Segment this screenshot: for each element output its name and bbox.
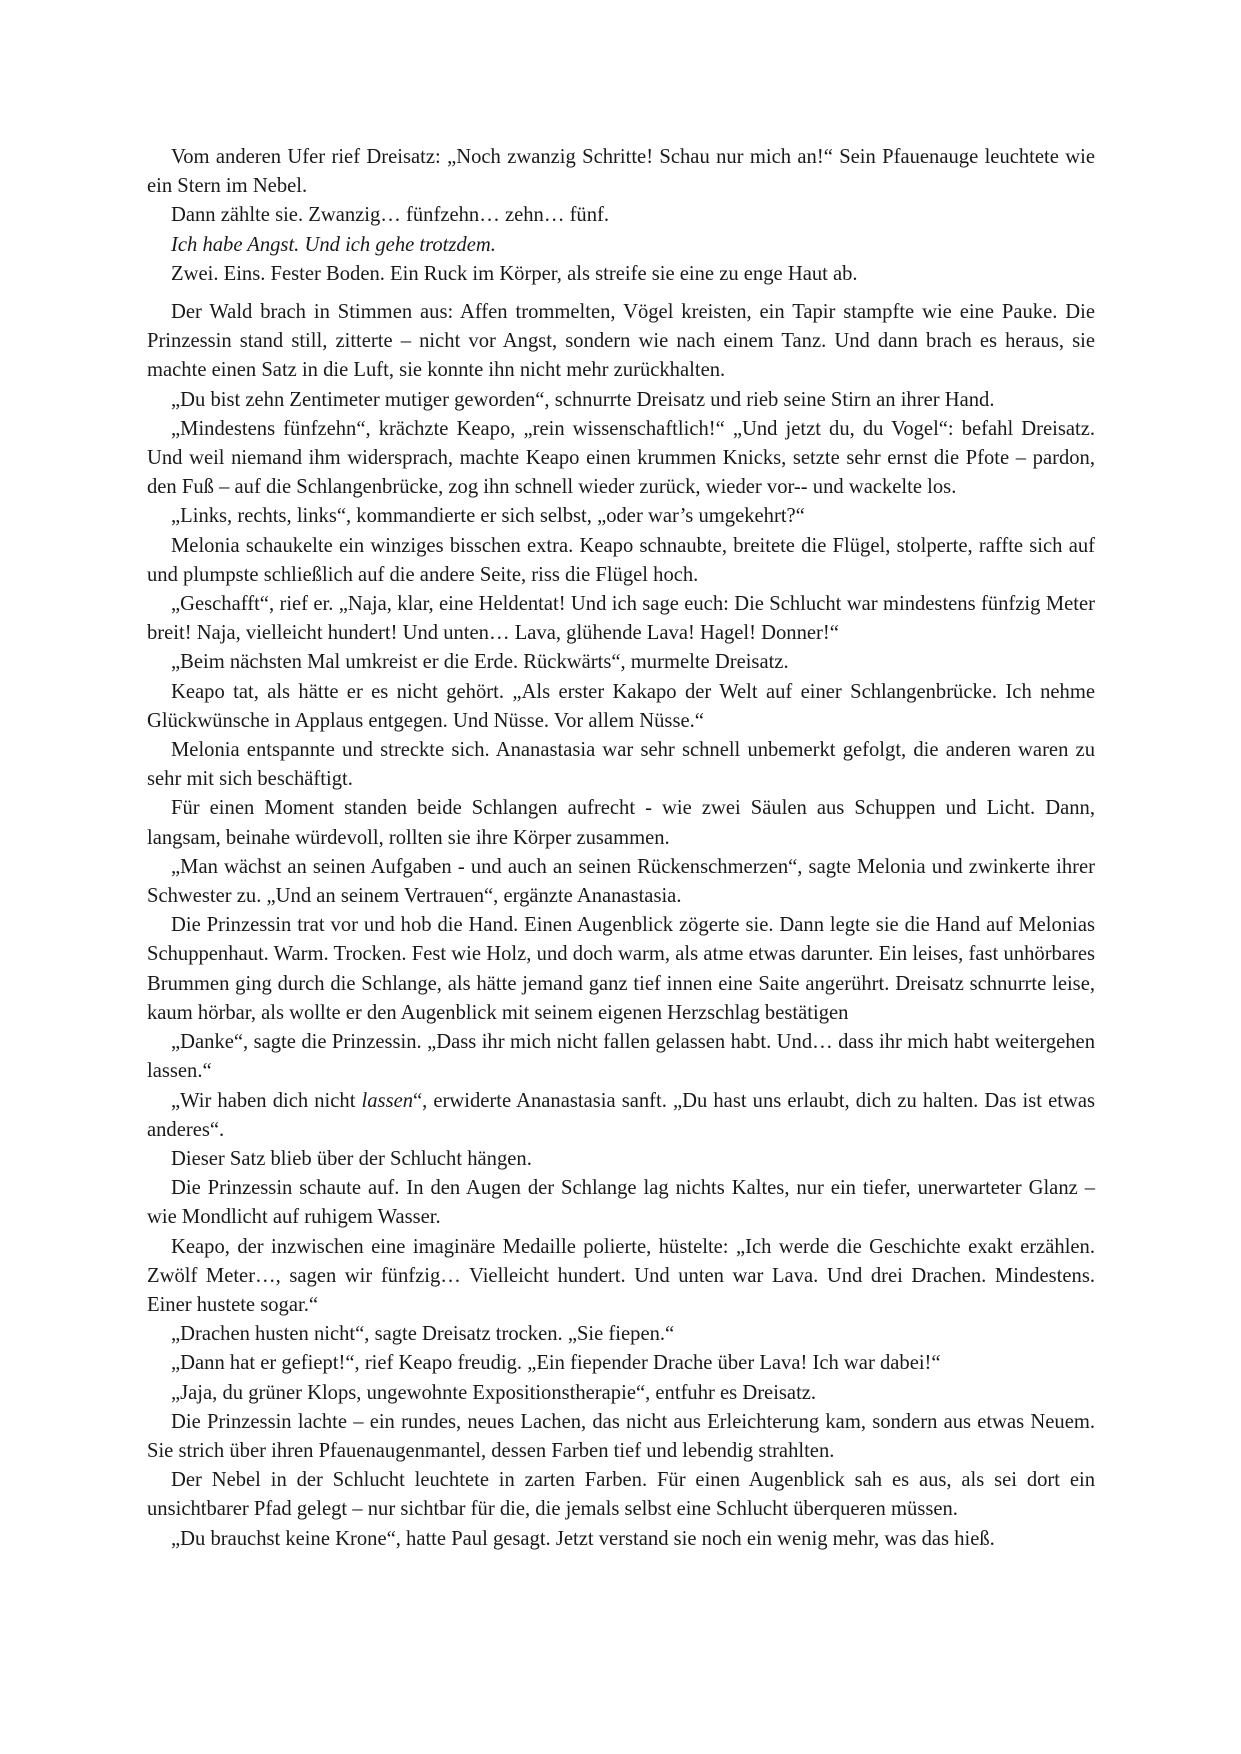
paragraph	[147, 1379, 1095, 1408]
paragraph-text: „Beim nächsten Mal umkreist er die Erde. Rückwärts“, murmelte Dreisatz.	[171, 651, 789, 674]
paragraph	[147, 1349, 1095, 1378]
paragraph-text: Zwei. Eins. Fester Boden. Ein Ruck im Körper, als streife sie eine zu enge Haut ab.	[171, 262, 858, 285]
paragraph-text: Der Wald brach in Stimmen aus: Affen trommelten, Vögel kreisten, ein Tapir stampfte wie eine Pauke. Die Prinzessin stand still, zitterte – nicht vor Angst, sondern wie nach einem Tanz. Und dann brach es heraus, sie machte einen Satz in die Luft, sie konnte ihn nicht mehr zurückhalten.	[147, 301, 1095, 382]
paragraph	[147, 794, 1095, 852]
paragraph	[147, 415, 1095, 503]
paragraph	[147, 1320, 1095, 1349]
paragraph-text: „Links, rechts, links“, kommandierte er sich selbst, „oder war’s umgekehrt?“	[171, 505, 805, 528]
paragraph	[147, 911, 1095, 1028]
paragraph-text: “, erwiderte Ananastasia sanft. „Du hast uns erlaubt, dich zu halten. Das ist etwas anderes“.	[147, 1089, 1095, 1141]
paragraph	[147, 201, 1095, 230]
paragraph-text: „Mindestens fünfzehn“, krächzte Keapo, „rein wissenschaftlich!“ „Und jetzt du, du Vogel“: befahl Dreisatz. Und weil niemand ihm widersprach, machte Keapo einen krummen Knicks, setzte sehr ernst die Pfote – pardon, den Fuß – auf die Schlangenbrücke, zog ihn schnell wieder zurück, wieder vor-- und wackelte los.	[147, 417, 1095, 499]
page-body	[147, 143, 1095, 1554]
paragraph	[147, 532, 1095, 590]
paragraph-text: „Geschafft“, rief er. „Naja, klar, eine Heldentat! Und ich sage euch: Die Schlucht war mindestens fünfzig Meter breit! Naja, vielleicht hundert! Und unten… Lava, glühende Lava! Hagel! Donner!“	[147, 593, 1095, 645]
paragraph	[147, 1525, 1095, 1554]
paragraph	[147, 736, 1095, 794]
paragraph-text: Die Prinzessin schaute auf. In den Augen der Schlange lag nichts Kaltes, nur ein tiefer, unerwarteter Glanz – wie Mondlicht auf ruhigem Wasser.	[147, 1177, 1095, 1229]
paragraph-text: „Wir haben dich nicht	[171, 1089, 362, 1112]
paragraph-text: Für einen Moment standen beide Schlangen aufrecht - wie zwei Säulen aus Schuppen und Licht. Dann, langsam, beinahe würdevoll, rollten sie ihre Körper zusammen.	[147, 797, 1095, 849]
paragraph-text: Melonia entspannte und streckte sich. Ananastasia war sehr schnell unbemerkt gefolgt, die anderen waren zu sehr mit sich beschäftigt.	[147, 739, 1095, 791]
paragraph-text: „Man wächst an seinen Aufgaben - und auch an seinen Rückenschmerzen“, sagte Melonia und zwinkerte ihrer Schwester zu. „Und an seinem Vertrauen“, ergänzte Ananastasia.	[147, 855, 1095, 908]
paragraph-text: Die Prinzessin trat vor und hob die Hand. Einen Augenblick zögerte sie. Dann legte sie die Hand auf Melonias Schuppenhaut. Warm. Trocken. Fest wie Holz, und doch warm, als atme etwas darunter. Ein leises, fast unhörbares Brummen ging durch die Schlange, als hätte jemand ganz tief innen eine Saite angerührt. Dreisatz schnurrte leise, kaum hörbar, als wollte er den Augenblick mit seinem eigenen Herzschlag bestätigen	[147, 914, 1095, 1024]
paragraph-text: Keapo, der inzwischen eine imaginäre Medaille polierte, hüstelte: „Ich werde die Geschichte exakt erzählen. Zwölf Meter…, sagen wir fünfzig… Vielleicht hundert. Und unten war Lava. Und drei Drachen. Mindestens. Einer hustete sogar.“	[147, 1235, 1095, 1316]
paragraph-text: Dann zählte sie. Zwanzig… fünfzehn… zehn… fünf.	[171, 204, 610, 227]
paragraph-text: Keapo tat, als hätte er es nicht gehört. „Als erster Kakapo der Welt auf einer Schlangenbrücke. Ich nehme Glückwünsche in Applaus entgegen. Und Nüsse. Vor allem Nüsse.“	[147, 680, 1095, 732]
paragraph	[147, 260, 1095, 289]
paragraph	[147, 1028, 1095, 1086]
paragraph	[147, 1408, 1095, 1466]
paragraph	[147, 1466, 1095, 1524]
paragraph	[147, 231, 1095, 260]
paragraph-text: Melonia schaukelte ein winziges bisschen extra. Keapo schnaubte, breitete die Flügel, stolperte, raffte sich auf und plumpste schließlich auf die andere Seite, riss die Flügel hoch.	[147, 534, 1095, 586]
paragraph	[147, 1087, 1095, 1145]
paragraph	[147, 678, 1095, 736]
paragraph	[147, 1174, 1095, 1232]
paragraph-text: „Danke“, sagte die Prinzessin. „Dass ihr mich nicht fallen gelassen habt. Und… dass ihr mich habt weitergehen lassen.“	[147, 1031, 1095, 1083]
paragraph	[147, 386, 1095, 415]
paragraph	[147, 502, 1095, 531]
paragraph	[147, 648, 1095, 677]
paragraph-text: „Drachen husten nicht“, sagte Dreisatz trocken. „Sie fiepen.“	[171, 1323, 675, 1346]
paragraph-text: „Jaja, du grüner Klops, ungewohnte Expositionstherapie“, entfuhr es Dreisatz.	[171, 1381, 817, 1404]
paragraph-text: Dieser Satz blieb über der Schlucht hängen.	[171, 1147, 532, 1170]
paragraph	[147, 143, 1095, 201]
paragraph	[147, 590, 1095, 648]
paragraph-text: „Du bist zehn Zentimeter mutiger geworden“, schnurrte Dreisatz und rieb seine Stirn an ihrer Hand.	[171, 388, 995, 411]
paragraph	[147, 1233, 1095, 1321]
paragraph	[147, 853, 1095, 911]
paragraph-text: Der Nebel in der Schlucht leuchtete in zarten Farben. Für einen Augenblick sah es aus, als sei dort ein unsichtbarer Pfad gelegt – nur sichtbar für die, die jemals selbst eine Schlucht überqueren müssen.	[147, 1469, 1095, 1521]
paragraph-text: Vom anderen Ufer rief Dreisatz: „Noch zwanzig Schritte! Schau nur mich an!“ Sein Pfauenauge leuchtete wie ein Stern im Nebel.	[147, 146, 1095, 198]
paragraph-text: Die Prinzessin lachte – ein rundes, neues Lachen, das nicht aus Erleichterung kam, sondern aus etwas Neuem. Sie strich über ihren Pfauenaugenmantel, dessen Farben tief und lebendig strahlten.	[147, 1410, 1095, 1462]
italic-text: Ich habe Angst. Und ich gehe trotzdem.	[171, 233, 496, 256]
paragraph	[147, 1145, 1095, 1174]
paragraph-text: „Dann hat er gefiept!“, rief Keapo freudig. „Ein fiepender Drache über Lava! Ich war dabei!“	[171, 1352, 941, 1375]
italic-text: lassen	[361, 1089, 414, 1112]
paragraph-text: „Du brauchst keine Krone“, hatte Paul gesagt. Jetzt verstand sie noch ein wenig mehr, was das hieß.	[171, 1527, 995, 1550]
paragraph	[147, 298, 1095, 386]
